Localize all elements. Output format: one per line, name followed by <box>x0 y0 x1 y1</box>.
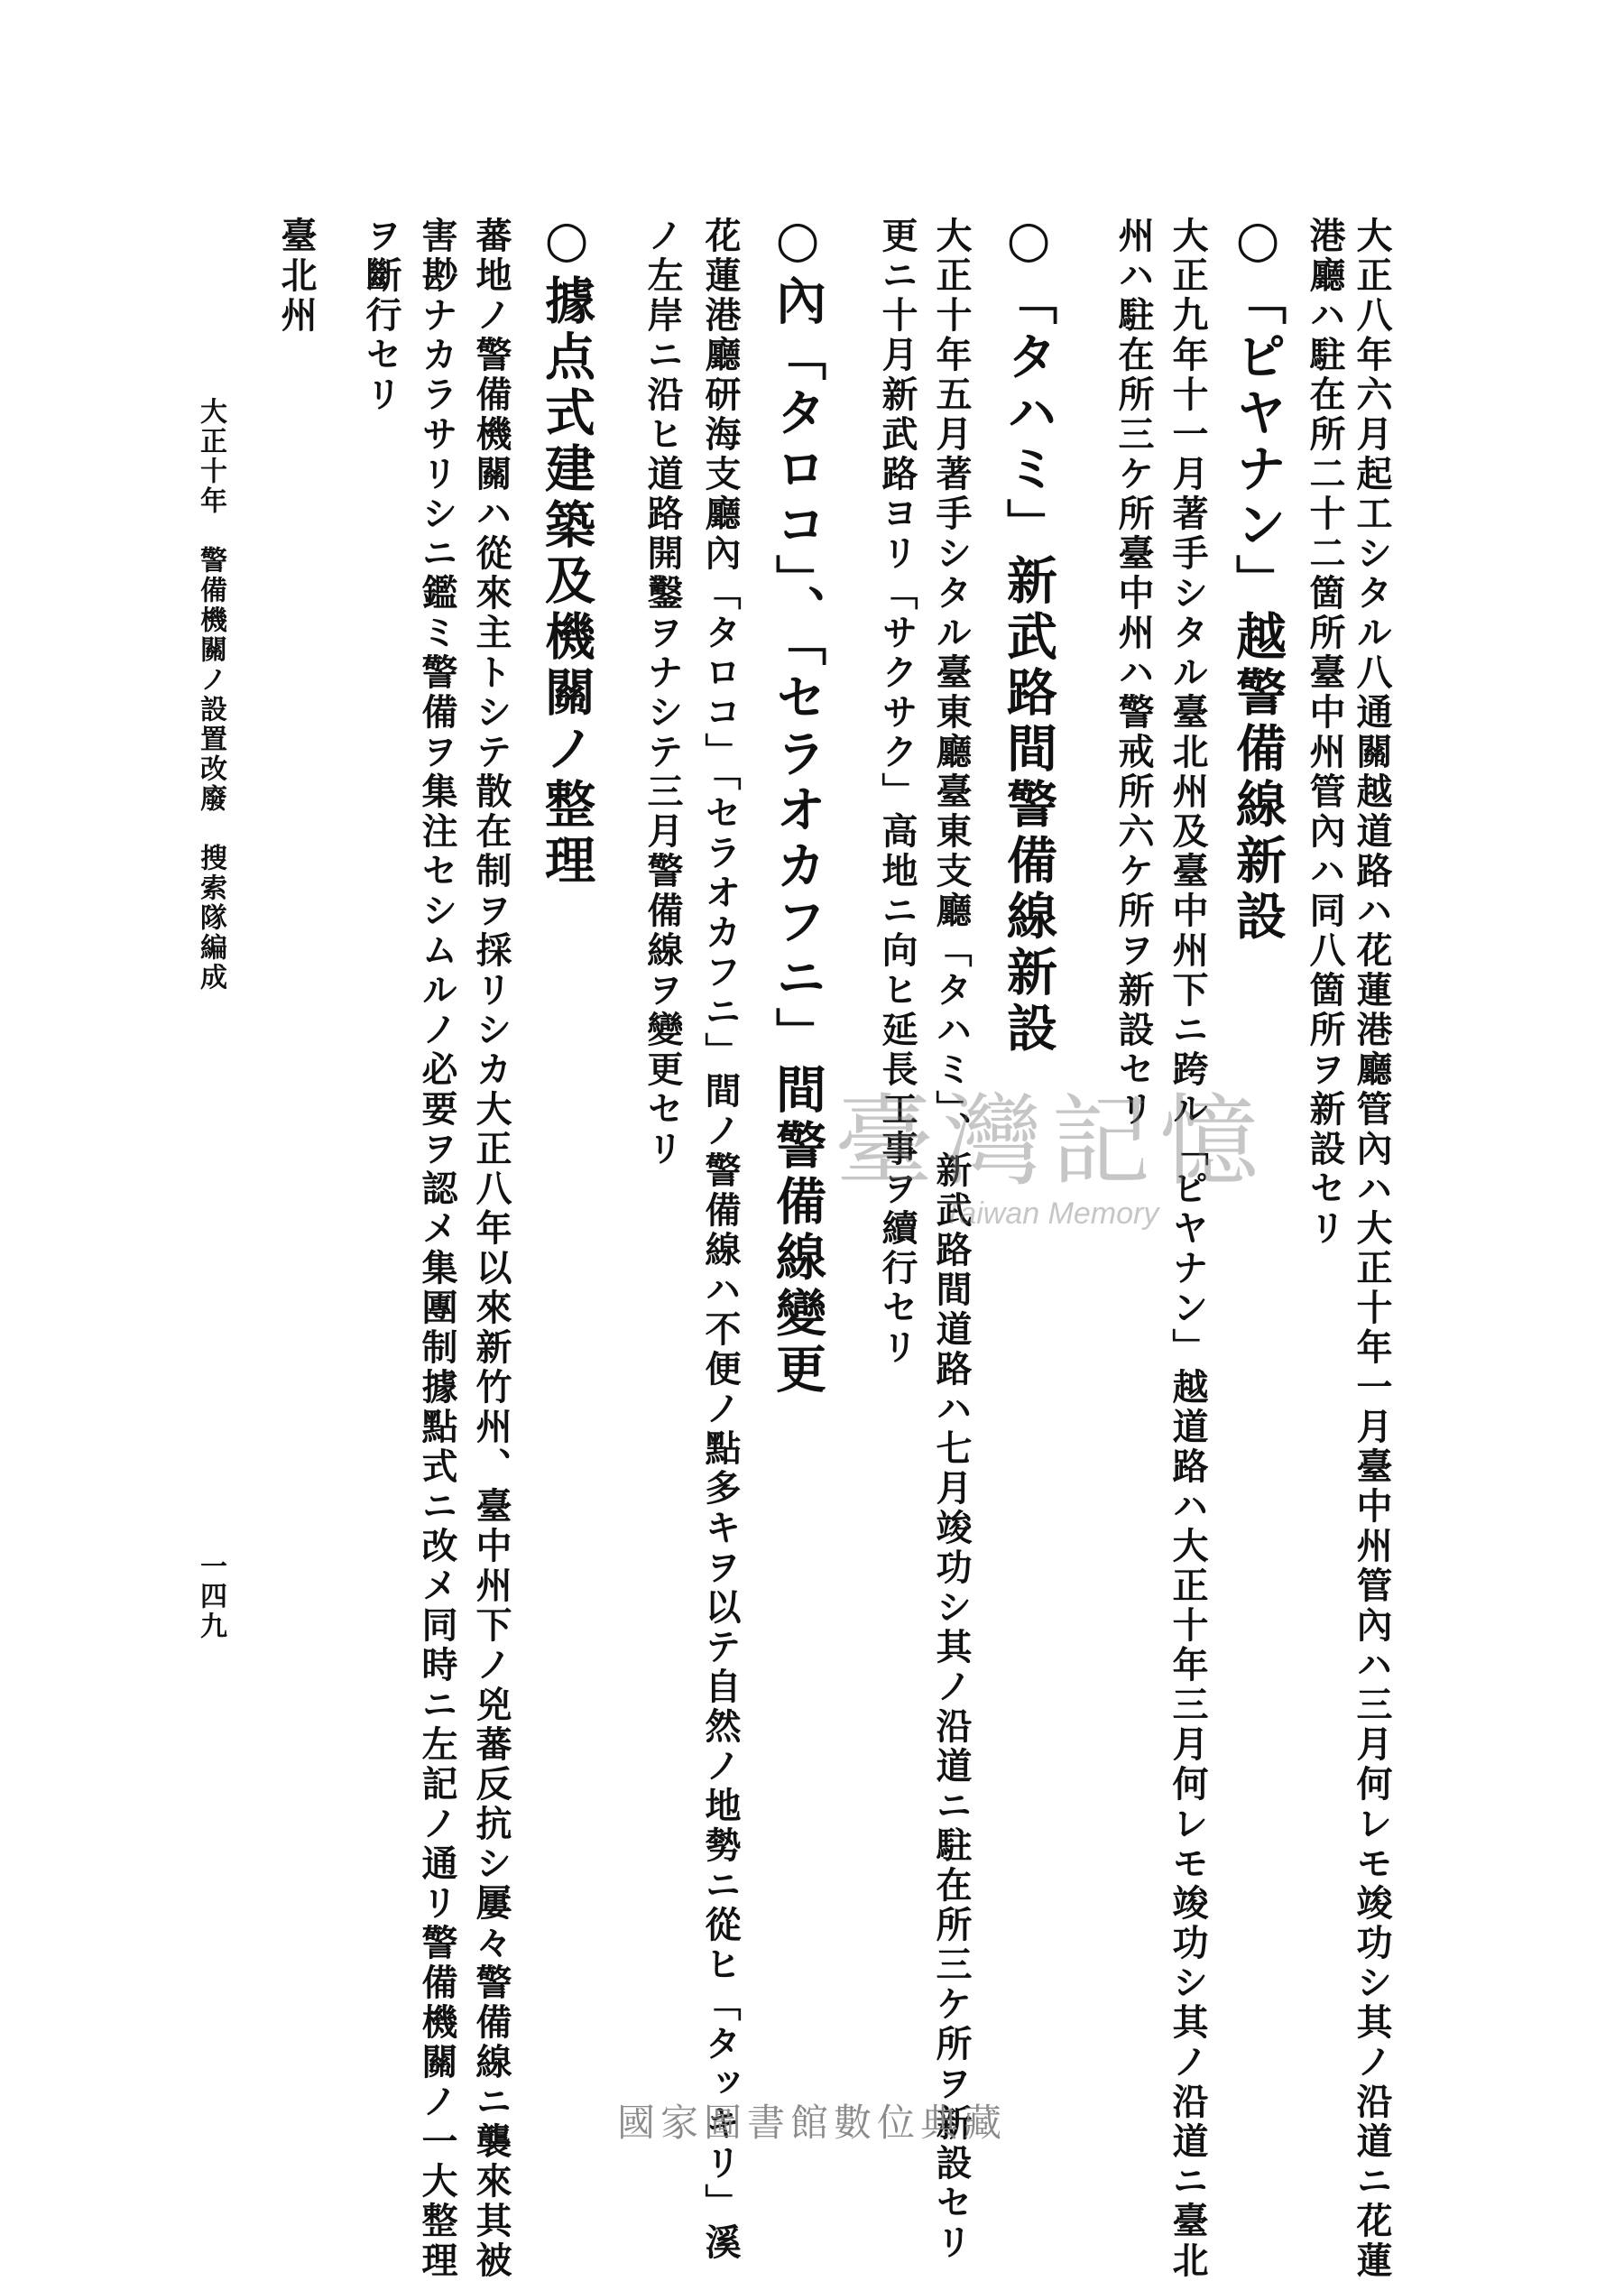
body-column: ノ左岸ニ沿ヒ道路開鑿ヲナシテ三月警備線ヲ變更セリ <box>641 217 684 1169</box>
body-column: 港廳ハ駐在所二十二箇所臺中州管內ハ同八箇所ヲ新設セリ <box>1304 217 1346 1249</box>
section-heading: ○據点式建築及機關ノ整理 <box>537 209 596 890</box>
section-heading: ○「タハミ」新武路間警備線新設 <box>999 209 1058 1057</box>
body-column: 州ハ駐在所三ケ所臺中州ハ警戒所六ケ所ヲ新設セリ <box>1112 217 1155 1130</box>
body-column: 蕃地ノ警備機關ハ從來主トシテ散在制ヲ採リシカ大正八年以來新竹州、臺中州下ノ兇蕃反抗シ屢々警備線ニ襲來其被 <box>470 217 512 2281</box>
body-column: 花蓮港廳研海支廳內「タロコ」「セラオカフニ」間ノ警備線ハ不便ノ點多キヲ以テ自然ノ地勢ニ從ヒ「タッキリ」溪 <box>699 217 742 2263</box>
watermark-english: Taiwan Memory <box>943 1196 1159 1231</box>
body-column: 害尠ナカラサリシニ鑑ミ警備ヲ集注セシムルノ必要ヲ認メ集團制據點式ニ改メ同時ニ左記ノ通リ警備機關ノ一大整理 <box>416 217 458 2281</box>
body-column: 大正十年五月著手シタル臺東廳臺東支廳「タハミ」、新武路間道路ハ七月竣功シ其ノ沿道ニ駐在所三ケ所ヲ新設セリ <box>930 217 973 2263</box>
body-column: 大正九年十一月著手シタル臺北州及臺中州下ニ跨ル「ピヤナン」越道路ハ大正十年三月何レモ竣功シ其ノ沿道ニ臺北 <box>1167 217 1209 2281</box>
running-title: 大正十年 警備機關ノ設置改廢 搜索隊編成 <box>195 397 226 993</box>
page-number: 一四九 <box>195 1552 226 1641</box>
body-column: ヲ斷行セリ <box>360 217 402 415</box>
watermark-chinese: 臺灣記憶 <box>835 1084 1268 1199</box>
section-heading: ○內「タロコ」、「セラオカフニ」間警備線變更 <box>768 209 827 1399</box>
body-column: 更ニ十月新武路ヨリ「サクサク」高地ニ向ヒ延長工事ヲ續行セリ <box>876 217 918 1368</box>
body-column: 大正八年六月起工シタル八通關越道路ハ花蓮港廳管內ハ大正十年一月臺中州管內ハ三月何レモ竣功シ其ノ沿道ニ花蓮 <box>1351 217 1393 2281</box>
library-footer: 國家圖書館數位典藏 <box>616 2101 1007 2145</box>
section-heading: ○「ピヤナン」越警備線新設 <box>1228 209 1287 946</box>
body-column: 臺北州 <box>275 217 318 336</box>
